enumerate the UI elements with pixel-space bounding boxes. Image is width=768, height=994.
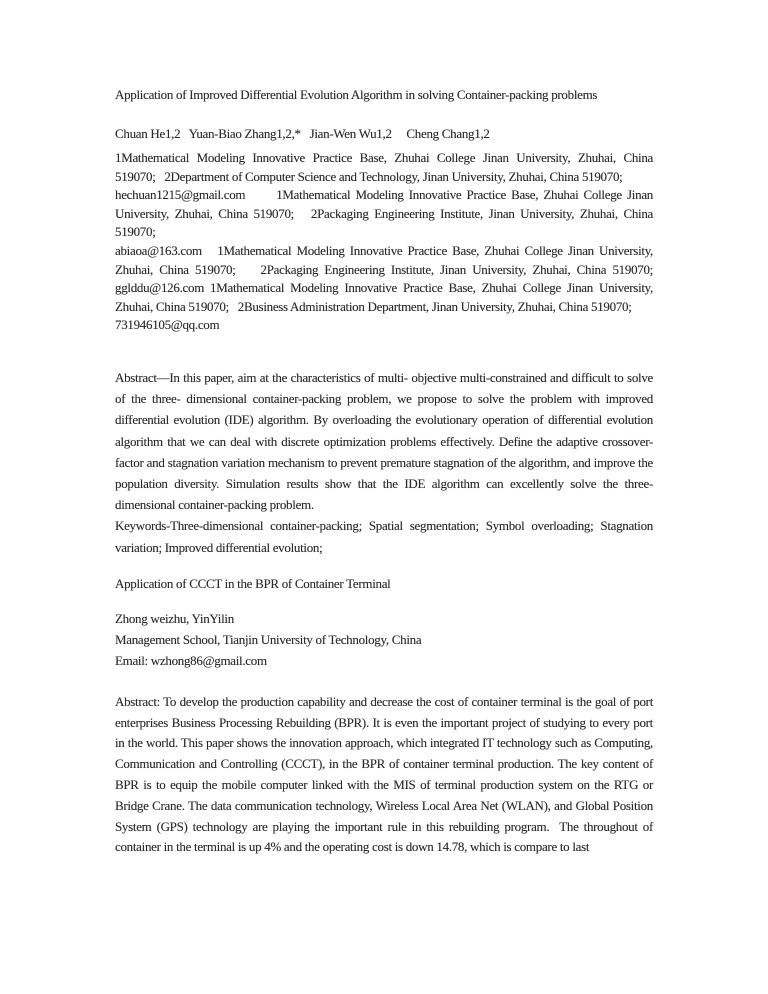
paper1-affiliation-line: 1Mathematical Modeling Innovative Practice Base, Zhuhai College Jinan University, Zhuhai, China 519070; 2Department of Computer Science and Technology, Jinan University, Zhuhai, China 519070; bbox=[115, 150, 653, 184]
paper1-abstract: Abstract—In this paper, aim at the characteristics of multi- objective multi-constrained and difficult to solve of the three- dimensional container-packing problem, we propose to solve the problem with improved differential evolution (IDE) algorithm. By overloading the evolutionary operation of differential evolution algorithm that we can deal with discrete optimization problems effectively. Define the adaptive crossover-factor and stagnation variation mechanism to prevent premature stagnation of the algorithm, and improve the population diversity. Simulation results show that the IDE algorithm can excellently solve the three-dimensional container-packing problem. bbox=[115, 369, 653, 513]
paper1-title: Application of Improved Differential Evolution Algorithm in solving Container-packing problems bbox=[115, 87, 598, 102]
paper2-section bbox=[115, 573, 653, 858]
paper2-authors: Zhong weizhu, YinYilin bbox=[115, 610, 234, 626]
paper2-affiliation: Management School, Tianjin University of Technology, China bbox=[115, 631, 422, 647]
paper1-contact-email: 731946105@qq.com bbox=[115, 317, 220, 333]
paper1-affiliations bbox=[115, 149, 653, 335]
paper1-affiliation-line: hechuan1215@gmail.com 1Mathematical Modeling Innovative Practice Base, Zhuhai College Jinan University, Zhuhai, China 519070; 2Packaging Engineering Institute, Jinan University, Zhuhai, China 519070; bbox=[115, 187, 653, 240]
paper2-author-block bbox=[115, 608, 653, 671]
paper1-section bbox=[115, 84, 653, 558]
paper2-title: Application of CCCT in the BPR of Container Terminal bbox=[115, 575, 391, 591]
page-content bbox=[115, 84, 653, 858]
paper1-affiliation-line: abiaoa@163.com 1Mathematical Modeling Innovative Practice Base, Zhuhai College Jinan University, Zhuhai, China 519070; 2Packaging Engineering Institute, Jinan University, Zhuhai, China 519070; gglddu@126.com 1Mathematical Modeling Innovative Practice Base, Zhuhai College Jinan University, Zhuhai, China 519070; 2Business Administration Department, Jinan University, Zhuhai, China 519070; bbox=[115, 242, 653, 314]
paper1-authors: Chuan He1,2 Yuan-Biao Zhang1,2,* Jian-Wen Wu1,2 Cheng Chang1,2 bbox=[115, 126, 490, 141]
paper2-email: Email: wzhong86@gmail.com bbox=[115, 652, 267, 668]
paper2-abstract: Abstract: To develop the production capability and decrease the cost of container terminal is the goal of port enterprises Business Processing Rebuilding (BPR). It is even the important project of studying to every port in the world. This paper shows the innovation approach, which integrated IT technology such as Computing, Communication and Controlling (CCCT), in the BPR of container terminal production. The key content of BPR is to equip the mobile computer linked with the MIS of terminal production system on the RTG or Bridge Crane. The data communication technology, Wireless Local Area Net (WLAN), and Global Position System (GPS) technology are playing the important rule in this rebuilding program. The throughout of container in the terminal is up 4% and the operating cost is down 14.78, which is compare to last bbox=[115, 693, 653, 855]
paper1-keywords: Keywords-Three-dimensional container-packing; Spatial segmentation; Symbol overloading; Stagnation variation; Improved differential evolution; bbox=[115, 518, 653, 555]
